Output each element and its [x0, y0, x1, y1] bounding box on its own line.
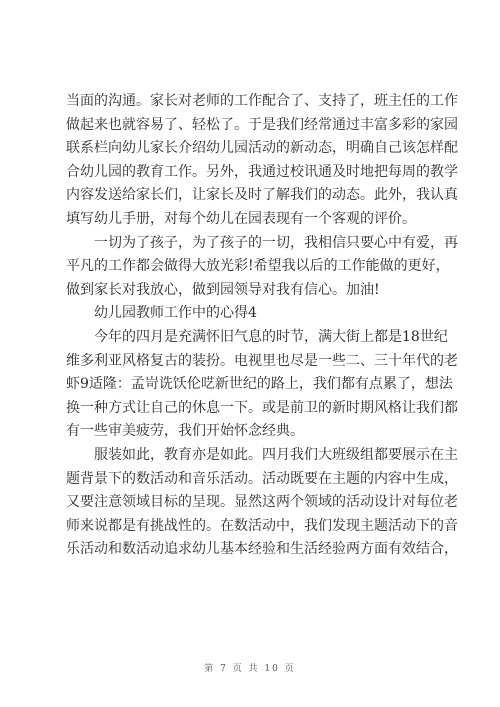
page-number-footer: 第 7 页 共 10 页	[204, 664, 296, 674]
text-line: 平凡的工作都会做得大放光彩!希望我以后的工作能做的更好，	[66, 258, 450, 275]
text-line: 内容发送给家长们，让家长及时了解我们的动态。此外，我认真	[66, 187, 458, 204]
text-line: 做到家长对我放心，做到园领导对我有信心。加油!	[66, 281, 380, 298]
text-line: 填写幼儿手册，对每个幼儿在园表现有一个客观的评价。	[66, 210, 416, 227]
text-line: 联系栏向幼儿家长介绍幼儿园活动的新动态，明确自己该怎样配	[66, 140, 458, 157]
section-heading: 幼儿园教师工作中的心得4	[94, 305, 257, 322]
text-line: 虾9适隆：孟岢诜饫伦呓新世纪的路上，我们都有点累了，想法	[66, 376, 453, 393]
text-line: 乐活动和数活动追求幼儿基本经验和生活经验两方面有效结合，	[66, 541, 458, 558]
text-line: 做起来也就容易了、轻松了。于是我们经常通过丰富多彩的家园	[66, 116, 458, 133]
text-line: 师来说都是有挑战性的。在数活动中，我们发现主题活动下的音	[66, 517, 458, 534]
text-line: 有一些审美疲劳，我们开始怀念经典。	[66, 423, 304, 440]
text-line: 一切为了孩子，为了孩子的一切，我相信只要心中有爱，再	[94, 234, 458, 251]
body-text	[66, 90, 458, 562]
text-line: 合幼儿园的教育工作。另外，我通过校讯通及时地把每周的教学	[66, 163, 458, 180]
text-line: 服装如此，教育亦是如此。四月我们大班级组都要展示在主	[94, 446, 458, 463]
text-line: 今年的四月是充满怀旧气息的时节，满大街上都是18世纪	[94, 328, 448, 345]
text-line: 当面的沟通。家长对老师的工作配合了、支持了，班主任的工作	[66, 93, 458, 109]
text-line: 维多利亚风格复古的装扮。电视里也尽是一些二、三十年代的老	[66, 352, 458, 369]
text-line: 换一种方式让自己的休息一下。或是前卫的新时期风格让我们都	[66, 399, 458, 416]
text-line: 又要注意领域目标的呈现。显然这两个领域的活动设计对每位老	[66, 494, 458, 511]
text-line: 题背景下的数活动和音乐活动。活动既要在主题的内容中生成，	[66, 470, 458, 487]
